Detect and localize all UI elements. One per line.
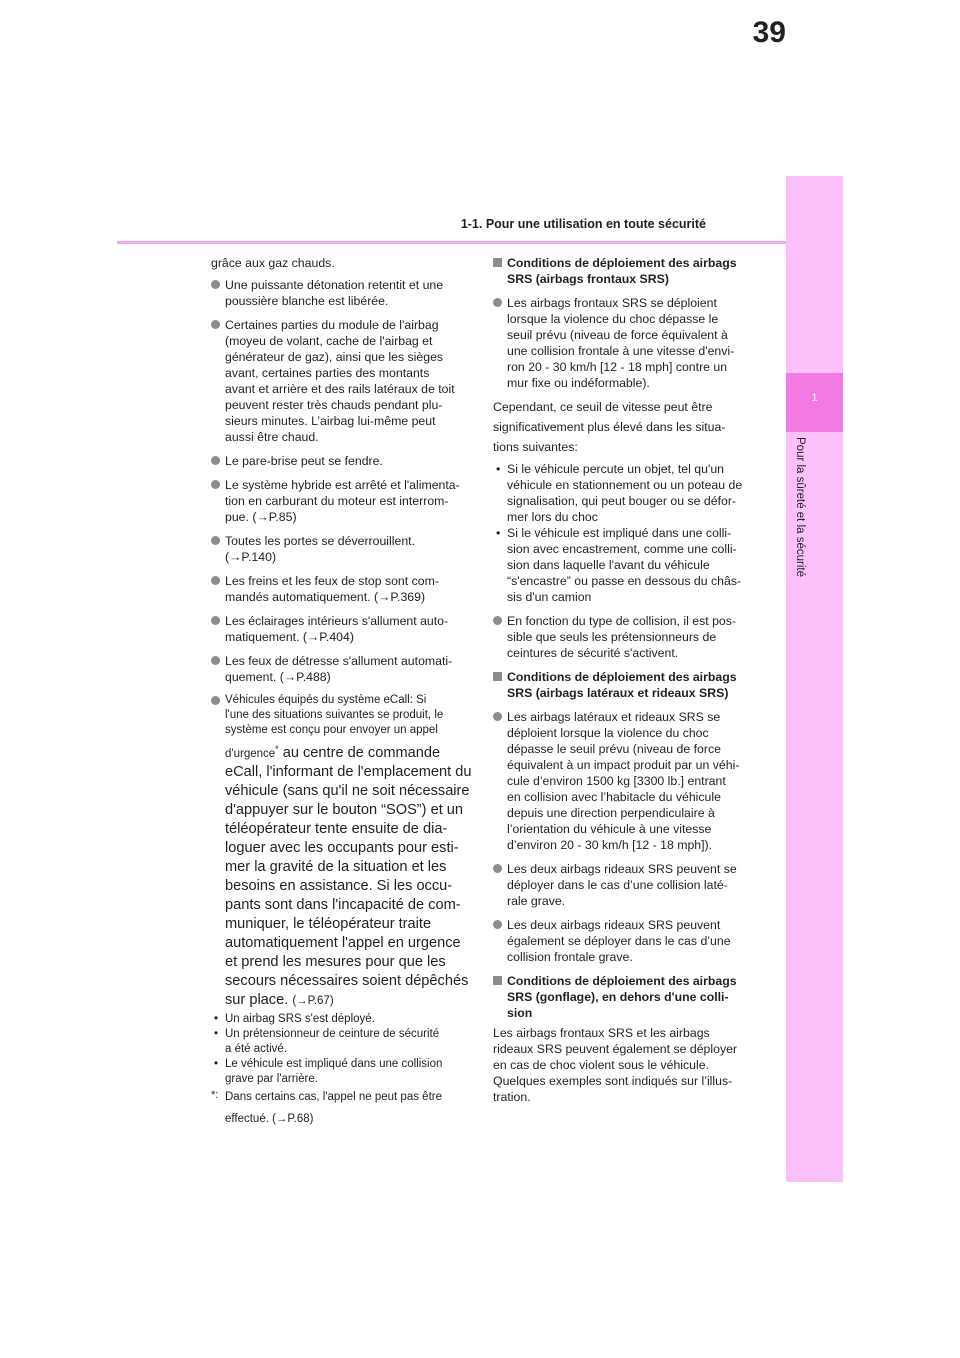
bullet-item: Les deux airbags rideaux SRS peuvent également se déployer dans le cas d’une collision frontale grave.	[493, 917, 755, 965]
section-heading: Conditions de déploiement des airbags SRS (airbags latéraux et rideaux SRS)	[493, 669, 755, 701]
square-bullet-icon	[493, 976, 502, 985]
square-bullet-icon	[493, 258, 502, 267]
body-text: Les airbags frontaux SRS et les airbags rideaux SRS peuvent également se déployer en cas de choc violent sous le véhicule. Quelques exemples sont indiqués sur l’illus- tration.	[493, 1026, 738, 1104]
bullet-item: Les airbags latéraux et rideaux SRS se déploient lorsque la violence du choc dépasse le seuil prévu (niveau de force équivalent à un impact produit par un véhi- cule d’environ 1500 kg [3300 lb.] entrant en collision avec l’habitacle du véhicule depuis une direction perpendiculaire à l’orientation du véhicule à une vitesse d’environ 20 - 30 km/h [12 - 18 mph]).	[493, 709, 755, 853]
bullet-dot-icon	[493, 616, 502, 625]
page-reference[interactable]: (→P.67)	[292, 995, 334, 1008]
bullet-item: En fonction du type de collision, il est pos- sible que seuls les prétensionneurs de ceintures de sécurité s'activent.	[493, 613, 755, 661]
ecall-bullet: Véhicules équipés du système eCall: Si l'une des situations suivantes se produit, le système est conçu pour envoyer un appel d'urgence* au centre de commande eCall, l'informant de l'emplacement du véhicule (sans qu'il ne soit nécessaire d'appuyer sur le bouton “SOS”) et un téléopérateur tente ensuite de dia- loguer avec les occupants pour esti- mer la gravité de la situation et les besoins en assistance. Si les occu- pants sont dans l'incapacité de com- muniquer, le téléopérateur traite automatiquement l'appel en urgence et prend les mesures pour que les secours nécessaires soient dépêchés sur place. (→P.67)	[211, 693, 469, 1010]
bullet-item: Les airbags frontaux SRS se déploient lorsque la violence du choc dépasse le seuil prévu (niveau de force équivalent à une collision frontale à une vitesse d'envi- ron 20 - 30 km/h [12 - 18 mph] contre un mur fixe ou indéformable).	[493, 295, 755, 391]
bullet-item: Le pare-brise peut se fendre.	[211, 453, 469, 469]
conditions-list	[493, 461, 755, 605]
page-reference[interactable]: matiquement. (→P.404)	[225, 630, 354, 644]
section-heading: Conditions de déploiement des airbags SRS (gonflage), en dehors d'une colli- sion	[493, 973, 755, 1021]
page-reference[interactable]: effectué. (→P.68)	[225, 1113, 314, 1126]
right-column	[493, 255, 755, 1105]
bullet-dot-icon	[211, 320, 220, 329]
bullet-item: Les feux de détresse s'allument automati- quement. (→P.488)	[211, 653, 469, 685]
bullet-item: Les freins et les feux de stop sont com- mandés automatiquement. (→P.369)	[211, 573, 469, 605]
list-item: • Un airbag SRS s'est déployé.	[214, 1013, 375, 1026]
chapter-side-band	[786, 176, 843, 1182]
bullet-item: Le système hybride est arrêté et l'alimenta- tion en carburant du moteur est interrom- pue. (→P.85)	[211, 477, 469, 525]
footnote-asterisk: *	[275, 744, 279, 754]
chapter-number: 1	[811, 392, 818, 404]
bullet-item: Toutes les portes se déverrouillent. (→P.140)	[211, 533, 469, 565]
intro-text: grâce aux gaz chauds.	[211, 256, 335, 270]
bullet-dot-icon	[493, 712, 502, 721]
page-reference[interactable]: mandés automatiquement. (→P.369)	[225, 590, 426, 604]
list-item: • Le véhicule est impliqué dans une collision grave par l'arrière.	[214, 1058, 443, 1086]
section-heading: Conditions de déploiement des airbags SRS (airbags frontaux SRS)	[493, 255, 755, 287]
bullet-item: Certaines parties du module de l'airbag (moyeu de volant, cache de l'airbag et générateur de gaz), ainsi que les sièges avant, certaines parties des montants avant et arrière et des rails latéraux de toit peuvent rester très chauds pendant plu- sieurs minutes. L’airbag lui-même peut aussi être chaud.	[211, 317, 469, 445]
list-item: • Si le véhicule est impliqué dans une colli- sion avec encastrement, comme une colli- sion dans laquelle l'avant du véhicule “s'encastre” ou passe en dessous du châs- sis d'un camion	[496, 526, 742, 604]
list-item: • Si le véhicule percute un objet, tel qu'un véhicule en stationnement ou un poteau de signalisation, qui peut bouger ou se défor- mer lors du choc	[496, 462, 743, 524]
left-column	[211, 255, 472, 1127]
list-item: • Un prétensionneur de ceinture de sécurité a été activé.	[214, 1028, 440, 1056]
square-bullet-icon	[493, 672, 502, 681]
bullet-item: Les deux airbags rideaux SRS peuvent se déployer dans le cas d’une collision laté- rale grave.	[493, 861, 755, 909]
bullet-dot-icon	[211, 456, 220, 465]
page-number: 39	[752, 16, 786, 49]
bullet-dot-icon	[211, 696, 220, 705]
bullet-dot-icon	[493, 864, 502, 873]
page-reference[interactable]: quement. (→P.488)	[225, 670, 331, 684]
page-reference[interactable]: (→P.140)	[225, 550, 277, 564]
section-header: 1-1. Pour une utilisation en toute sécurité	[460, 217, 706, 231]
header-rule	[117, 241, 786, 244]
bullet-item: Les éclairages intérieurs s'allument auto- matiquement. (→P.404)	[211, 613, 469, 645]
ecall-conditions-list	[211, 1012, 469, 1087]
body-text: Cependant, ce seuil de vitesse peut être significativement plus élevé dans les situa- tions suivantes:	[493, 400, 726, 454]
bullet-dot-icon	[211, 280, 220, 289]
bullet-dot-icon	[493, 298, 502, 307]
chapter-label: Pour la sûreté et la sécurité	[794, 437, 806, 577]
footnote: *: Dans certains cas, l'appel ne peut pas être effectué. (→P.68)	[211, 1089, 469, 1127]
page-reference[interactable]: pue. (→P.85)	[225, 510, 297, 524]
bullet-dot-icon	[211, 536, 220, 545]
bullet-dot-icon	[211, 656, 220, 665]
bullet-dot-icon	[211, 576, 220, 585]
bullet-item: Une puissante détonation retentit et une poussière blanche est libérée.	[211, 277, 469, 309]
bullet-dot-icon	[493, 920, 502, 929]
footnote-marker: *:	[211, 1089, 219, 1102]
bullet-dot-icon	[211, 616, 220, 625]
bullet-dot-icon	[211, 480, 220, 489]
